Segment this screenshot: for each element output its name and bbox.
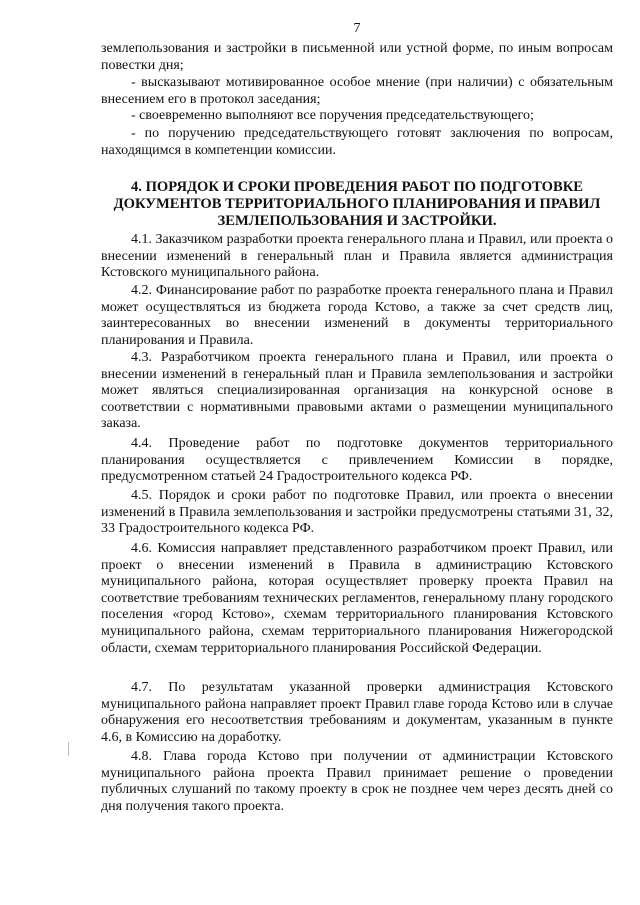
clause-4-7: 4.7. По результатам указанной проверки администрация Кстовского муниципального района направляет проект Правил главе города Кстово или в случае обнаружения его несоответствия требованиям и документам, указанным в пункте 4.6, в Комиссию на доработку. — [101, 680, 613, 745]
clause-4-8: 4.8. Глава города Кстово при получении от администрации Кстовского муниципального района проекта Правил принимает решение о проведении публичных слушаний по такому проекту в срок не позднее чем через десять дней со дня получения такого проекта. — [101, 749, 613, 814]
paragraph-conclusions: - по поручению председательствующего готовят заключения по вопросам, находящимся в компетенции комиссии. — [101, 126, 613, 158]
paragraph-dissenting-opinion: - высказывают мотивированное особое мнение (при наличии) с обязательным внесением его в протокол заседания; — [101, 75, 613, 107]
page-number: 7 — [353, 21, 361, 36]
clause-4-4: 4.4. Проведение работ по подготовке документов территориального планирования осуществляется с привлечением Комиссии в порядке, предусмотренном статьей 24 Градостроительного кодекса РФ. — [101, 436, 613, 485]
section-heading: 4. ПОРЯДОК И СРОКИ ПРОВЕДЕНИЯ РАБОТ ПО ПОДГОТОВКЕ ДОКУМЕНТОВ ТЕРРИТОРИАЛЬНОГО ПЛАНИРОВАНИЯ И ПРАВИЛ ЗЕМЛЕПОЛЬЗОВАНИЯ И ЗАСТРОЙКИ. — [113, 179, 601, 229]
paragraph-continuation: землепользования и застройки в письменной или устной форме, по иным вопросам повестки дня; — [101, 41, 613, 73]
clause-4-1: 4.1. Заказчиком разработки проекта генерального плана и Правил, или проекта о внесении изменений в генеральный план и Правила является администрация Кстовского муниципального района. — [101, 232, 613, 281]
clause-4-5: 4.5. Порядок и сроки работ по подготовке Правил, или проекта о внесении изменений в Правила землепользования и застройки предусмотрены статьями 31, 32, 33 Градостроительного кодекса РФ. — [101, 488, 613, 537]
paragraph-chair-instructions: - своевременно выполняют все поручения председательствующего; — [131, 108, 534, 123]
margin-mark — [68, 742, 69, 756]
clause-4-3: 4.3. Разработчиком проекта генерального плана и Правил, или проекта о внесении изменений в генеральный план и Правила землепользования и застройки может являться специализированная организация на конкурсной основе в соответствии с нормативными правовыми актами о размещении муниципального заказа. — [101, 350, 613, 432]
clause-4-6: 4.6. Комиссия направляет представленного разработчиком проект Правил, или проект о внесении изменений в Правила в администрацию Кстовского муниципального района, которая осуществляет проверку проекта Правил на соответствие требованиям технических регламентов, генеральному плану городского поселения «город Кстово», схемам территориального планирования Кстовского муниципального района, схемам территориального планирования Нижегородской области, схемам территориального планирования Российской Федерации. — [101, 541, 613, 656]
clause-4-2: 4.2. Финансирование работ по разработке проекта генерального плана и Правил может осуществляться из бюджета города Кстово, а также за счет средств лиц, заинтересованных во внесении изменений в документы территориального планирования и Правила. — [101, 283, 613, 348]
